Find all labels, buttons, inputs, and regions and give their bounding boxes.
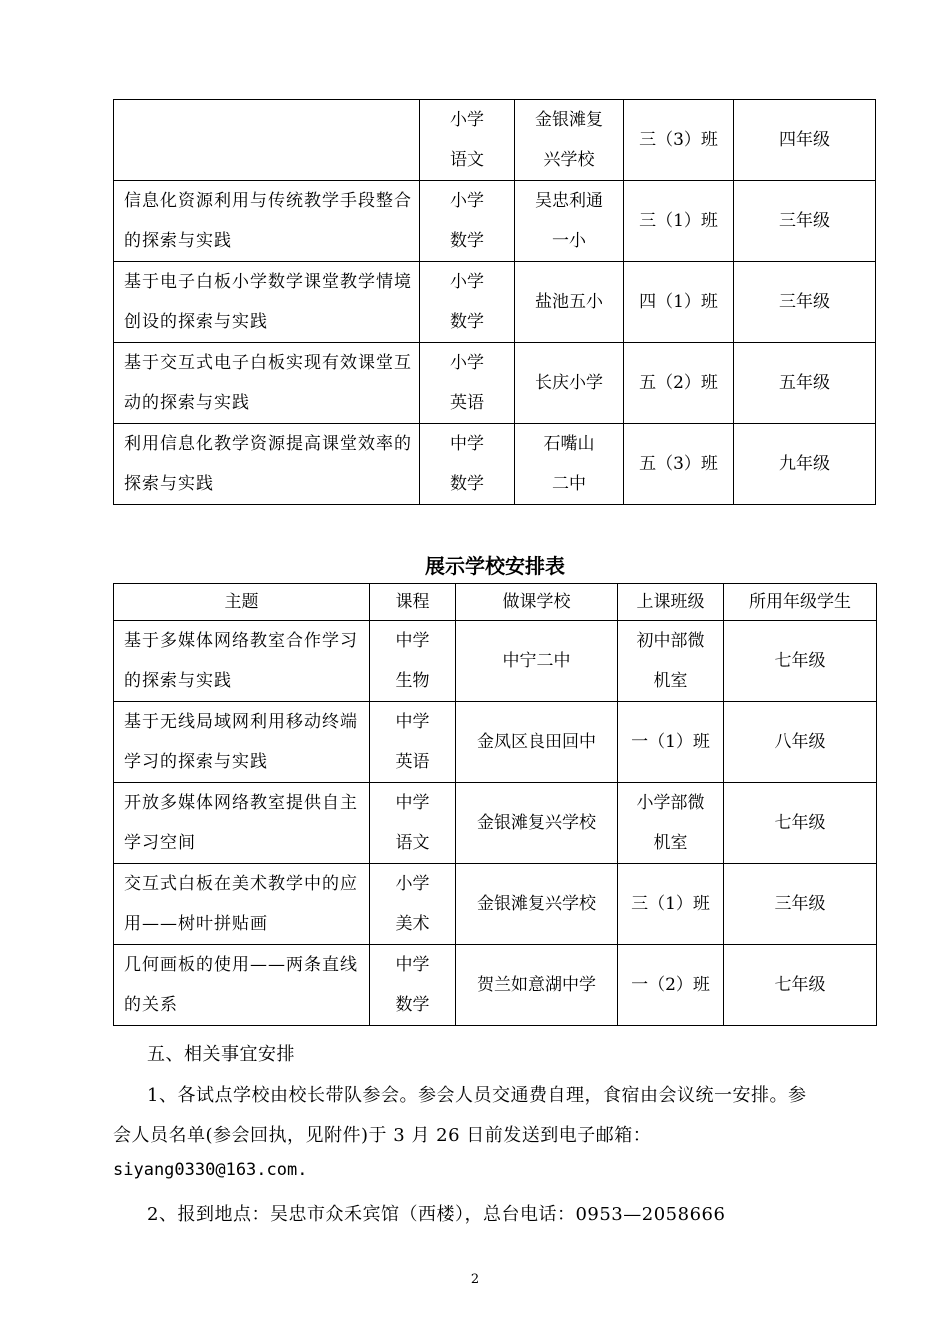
school-cell: 金银滩复兴学校 (456, 783, 618, 864)
grade-cell: 五年级 (734, 343, 876, 424)
table-header-row (114, 584, 877, 621)
topic-cell: 基于交互式电子白板实现有效课堂互动的探索与实践 (114, 343, 420, 424)
school-cell: 石嘴山 二中 (515, 424, 624, 505)
table-row (114, 702, 877, 783)
column-header: 课程 (370, 584, 456, 621)
grade-cell: 七年级 (724, 783, 877, 864)
class-cell: 小学部微 机室 (618, 783, 724, 864)
topic-cell: 基于多媒体网络教室合作学习的探索与实践 (114, 621, 370, 702)
table-row (114, 181, 876, 262)
topic-cell: 利用信息化教学资源提高课堂效率的探索与实践 (114, 424, 420, 505)
class-cell: 五（3）班 (624, 424, 734, 505)
table-row (114, 424, 876, 505)
course-cell: 小学 数学 (420, 262, 515, 343)
pilot-schools-table-continued (113, 99, 876, 505)
class-cell: 三（3）班 (624, 100, 734, 181)
grade-cell: 三年级 (734, 181, 876, 262)
topic-cell: 几何画板的使用——两条直线的关系 (114, 945, 370, 1026)
school-cell: 金银滩复 兴学校 (515, 100, 624, 181)
school-cell: 金凤区良田回中 (456, 702, 618, 783)
grade-cell: 七年级 (724, 945, 877, 1026)
course-cell: 中学 英语 (370, 702, 456, 783)
table-row (114, 621, 877, 702)
school-cell: 中宁二中 (456, 621, 618, 702)
column-header: 做课学校 (456, 584, 618, 621)
topic-cell: 基于无线局域网利用移动终端学习的探索与实践 (114, 702, 370, 783)
school-cell: 盐池五小 (515, 262, 624, 343)
class-cell: 三（1）班 (618, 864, 724, 945)
email-address[interactable]: siyang0330@163.com. (113, 1160, 308, 1180)
table-title: 展示学校安排表 (425, 554, 565, 578)
grade-cell: 八年级 (724, 702, 877, 783)
table-row (114, 945, 877, 1026)
class-cell: 三（1）班 (624, 181, 734, 262)
topic-cell: 信息化资源利用与传统教学手段整合的探索与实践 (114, 181, 420, 262)
grade-cell: 四年级 (734, 100, 876, 181)
table-row (114, 343, 876, 424)
class-cell: 五（2）班 (624, 343, 734, 424)
course-cell: 中学 语文 (370, 783, 456, 864)
school-cell: 金银滩复兴学校 (456, 864, 618, 945)
class-cell: 一（2）班 (618, 945, 724, 1026)
course-cell: 小学 语文 (420, 100, 515, 181)
school-cell: 长庆小学 (515, 343, 624, 424)
grade-cell: 三年级 (734, 262, 876, 343)
course-cell: 中学 生物 (370, 621, 456, 702)
item2-line: 2、报到地点：吴忠市众禾宾馆（西楼），总台电话：0953—2058666 (147, 1204, 726, 1225)
course-cell: 中学 数学 (420, 424, 515, 505)
item1-line2: 会人员名单(参会回执，见附件)于 3 月 26 日前发送到电子邮箱： (113, 1125, 652, 1146)
table-row (114, 100, 876, 181)
school-cell: 贺兰如意湖中学 (456, 945, 618, 1026)
demo-schools-table (113, 583, 877, 1026)
school-cell: 吴忠利通 一小 (515, 181, 624, 262)
course-cell: 小学 数学 (420, 181, 515, 262)
course-cell: 小学 英语 (420, 343, 515, 424)
column-header: 主题 (114, 584, 370, 621)
item1-line1: 1、各试点学校由校长带队参会。参会人员交通费自理，食宿由会议统一安排。参 (147, 1085, 807, 1106)
grade-cell: 三年级 (724, 864, 877, 945)
topic-cell (114, 100, 420, 181)
table-row (114, 262, 876, 343)
table-row (114, 864, 877, 945)
section-heading: 五、相关事宜安排 (147, 1044, 295, 1065)
class-cell: 四（1）班 (624, 262, 734, 343)
grade-cell: 九年级 (734, 424, 876, 505)
column-header: 所用年级学生 (724, 584, 877, 621)
topic-cell: 基于电子白板小学数学课堂教学情境创设的探索与实践 (114, 262, 420, 343)
course-cell: 中学 数学 (370, 945, 456, 1026)
column-header: 上课班级 (618, 584, 724, 621)
topic-cell: 交互式白板在美术教学中的应用——树叶拼贴画 (114, 864, 370, 945)
table-row (114, 783, 877, 864)
class-cell: 一（1）班 (618, 702, 724, 783)
class-cell: 初中部微 机室 (618, 621, 724, 702)
grade-cell: 七年级 (724, 621, 877, 702)
page-number: 2 (470, 1272, 480, 1287)
course-cell: 小学 美术 (370, 864, 456, 945)
topic-cell: 开放多媒体网络教室提供自主学习空间 (114, 783, 370, 864)
